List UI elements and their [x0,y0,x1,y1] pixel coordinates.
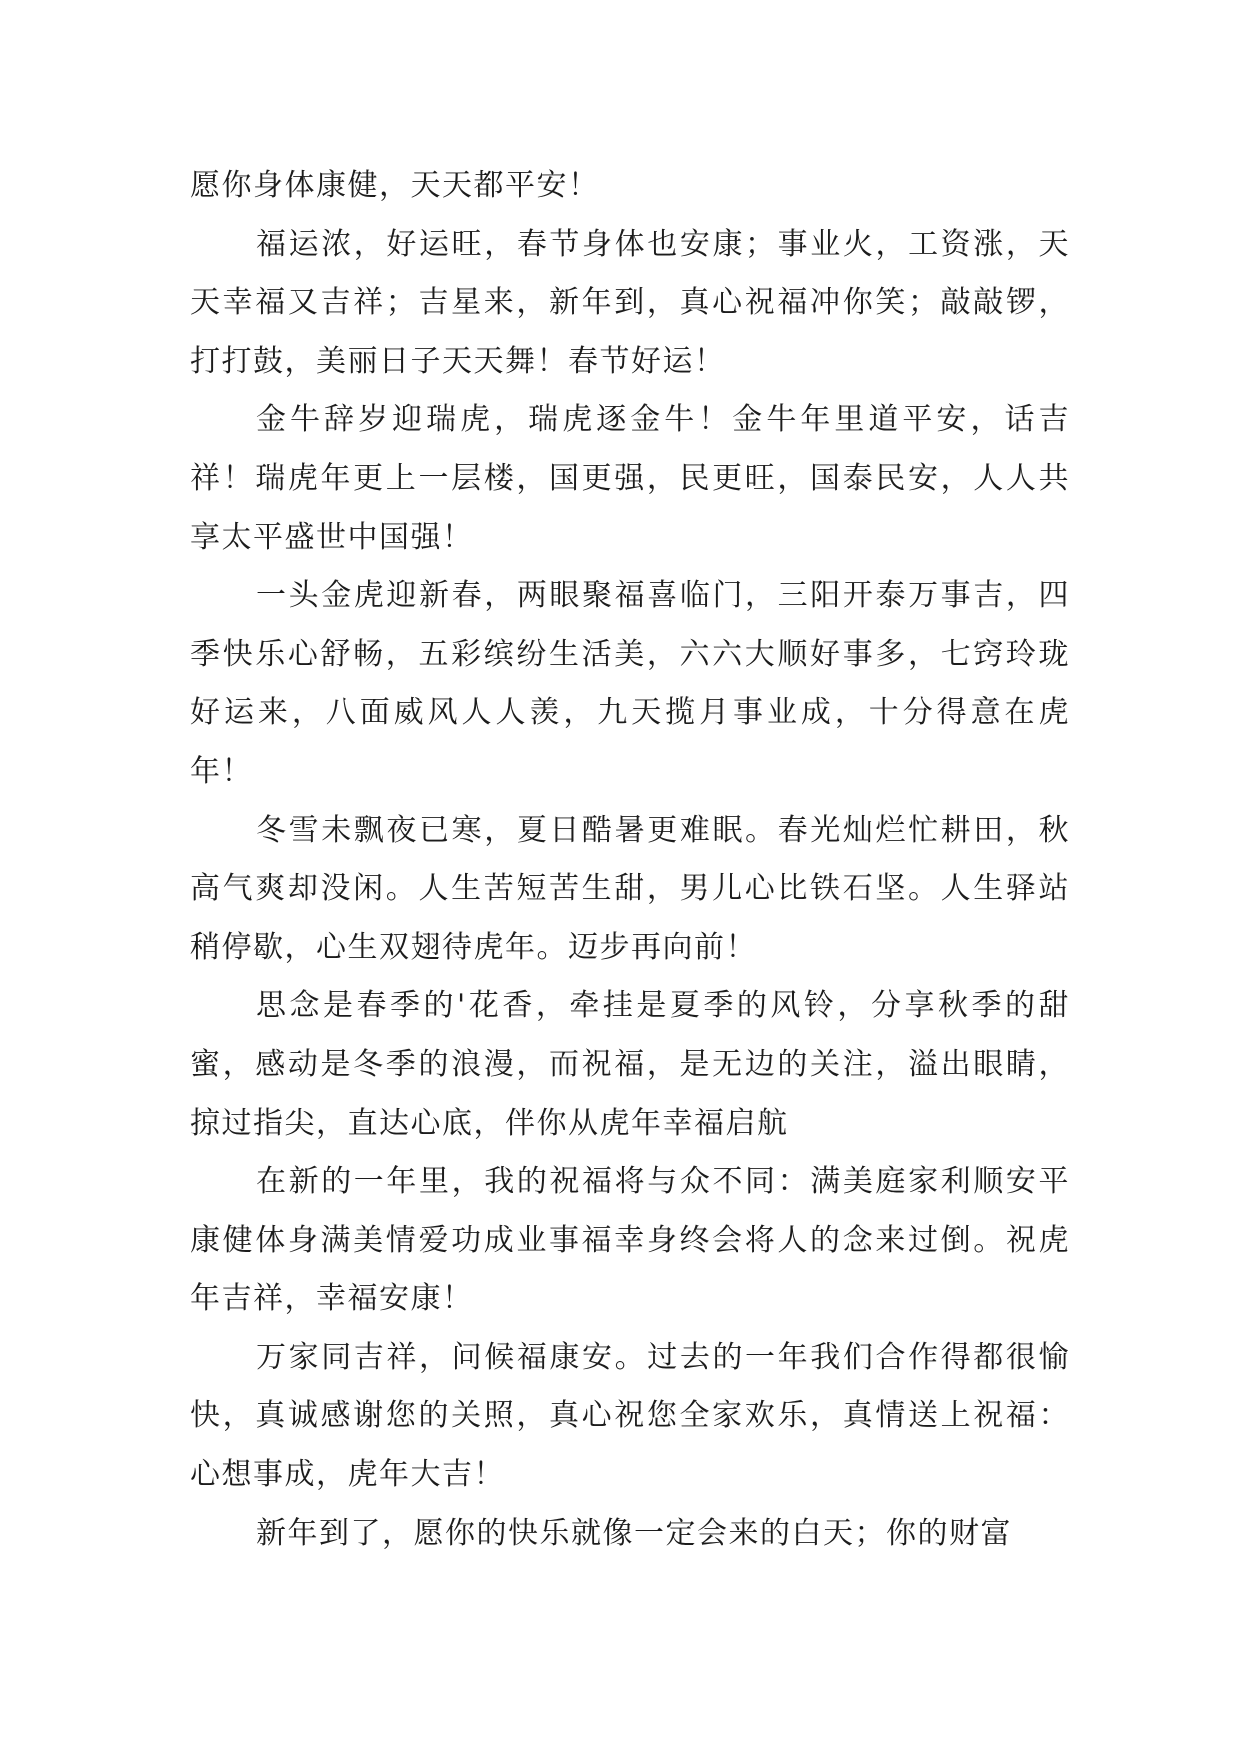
document-body [190,157,1070,1563]
paragraph: 福运浓，好运旺，春节身体也安康；事业火，工资涨，天天幸福又吉祥；吉星来，新年到，真心祝福冲你笑；敲敲锣，打打鼓，美丽日子天天舞！春节好运！ [190,226,1070,379]
paragraph: 愿你身体康健，天天都平安！ [190,168,600,203]
paragraph: 一头金虎迎新春，两眼聚福喜临门，三阳开泰万事吉，四季快乐心舒畅，五彩缤纷生活美，六六大顺好事多，七窍玲珑好运来，八面威风人人羡，九天揽月事业成，十分得意在虎年！ [190,578,1070,789]
paragraph: 思念是春季的'花香，牵挂是夏季的风铃，分享秋季的甜蜜，感动是冬季的浪漫，而祝福，是无边的关注，溢出眼睛，掠过指尖，直达心底，伴你从虎年幸福启航 [190,988,1070,1141]
paragraph: 冬雪未飘夜已寒，夏日酷暑更难眠。春光灿烂忙耕田，秋高气爽却没闲。人生苦短苦生甜，男儿心比铁石坚。人生驿站稍停歇，心生双翅待虎年。迈步再向前！ [190,812,1070,965]
paragraph: 金牛辞岁迎瑞虎，瑞虎逐金牛！金牛年里道平安，话吉祥！瑞虎年更上一层楼，国更强，民更旺，国泰民安，人人共享太平盛世中国强！ [190,402,1070,555]
paragraph: 在新的一年里，我的祝福将与众不同：满美庭家利顺安平康健体身满美情爱功成业事福幸身终会将人的念来过倒。祝虎年吉祥，幸福安康！ [190,1164,1070,1317]
paragraph: 万家同吉祥，问候福康安。过去的一年我们合作得都很愉快，真诚感谢您的关照，真心祝您全家欢乐，真情送上祝福：心想事成，虎年大吉！ [190,1339,1070,1493]
paragraph: 新年到了，愿你的快乐就像一定会来的白天；你的财富 [256,1515,1012,1551]
